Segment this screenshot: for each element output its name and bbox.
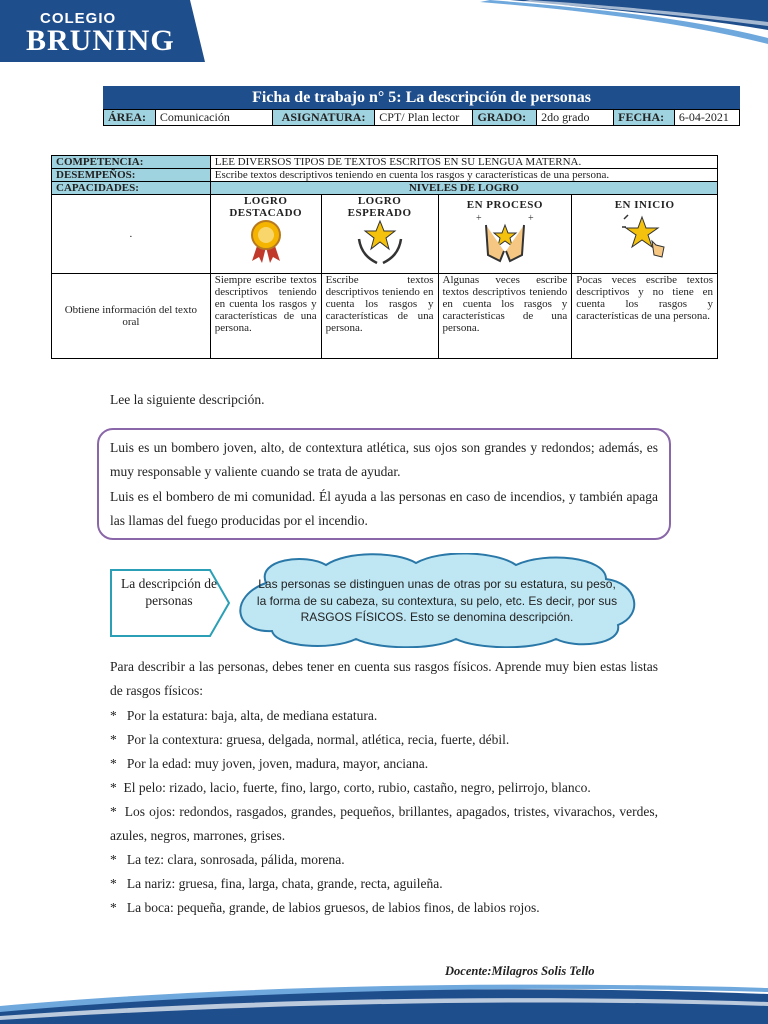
- footer-wave-decoration: [0, 980, 768, 1024]
- level-inicio-text: Pocas veces escribe textos descriptivos y no tiene en cuenta los rasgos y características de una persona.: [572, 274, 718, 359]
- area-value: Comunicación: [155, 110, 272, 126]
- bullet-mark: *: [110, 900, 117, 915]
- pointer-star-icon: [620, 211, 670, 261]
- area-label: ÁREA:: [104, 110, 156, 126]
- desempenos-label: DESEMPEÑOS:: [52, 169, 211, 182]
- asignatura-value: CPT/ Plan lector: [375, 110, 473, 126]
- competencia-value: LEE DIVERSOS TIPOS DE TEXTOS ESCRITOS EN SU LENGUA MATERNA.: [210, 156, 717, 169]
- level-proceso-text: Algunas veces escribe textos descriptivos teniendo en cuenta los rasgos y características de una persona.: [438, 274, 572, 359]
- trait-text: La tez: clara, sonrosada, pálida, morena.: [126, 852, 345, 867]
- niveles-label: NIVELES DE LOGRO: [210, 182, 717, 195]
- trait-text: La nariz: gruesa, fina, larga, chata, grande, recta, aguileña.: [126, 876, 443, 891]
- bullet-mark: *: [110, 852, 117, 867]
- header-wave-decoration: [470, 0, 768, 45]
- logo-text-main: BRUNING: [26, 24, 175, 57]
- trait-text: La boca: pequeña, grande, de labios gruesos, de labios finos, de labios rojos.: [126, 900, 540, 915]
- svg-text:+: +: [527, 213, 534, 224]
- level-destacado-text: Siempre escribe textos descriptivos teniendo en cuenta los rasgos y características de una persona.: [210, 274, 321, 359]
- instructions-text: Para describir a las personas, debes tener en cuenta sus rasgos físicos. Aprende muy bien estas listas de rasgos físicos:: [110, 659, 658, 698]
- hands-stars-icon: [470, 211, 540, 263]
- trait-item: [110, 872, 658, 896]
- asignatura-label: ASIGNATURA:: [272, 110, 374, 126]
- trait-text: Por la estatura: baja, alta, de mediana estatura.: [126, 708, 378, 723]
- trait-item: [110, 848, 658, 872]
- grado-label: GRADO:: [473, 110, 537, 126]
- capacidad-text: Obtiene información del texto oral: [52, 274, 211, 359]
- level-esperado: [321, 195, 438, 274]
- traits-list: [110, 704, 658, 920]
- level-esperado-text: Escribe textos descriptivos teniendo en cuenta los rasgos y características de una persona.: [321, 274, 438, 359]
- worksheet-title: Ficha de trabajo n° 5: La descripción de personas: [103, 86, 740, 109]
- intro-text: Lee la siguiente descripción.: [110, 392, 265, 407]
- competencia-label: COMPETENCIA:: [52, 156, 211, 169]
- level-title: LOGRO ESPERADO: [347, 195, 412, 219]
- trait-text: Por la contextura: gruesa, delgada, normal, atlética, recia, fuerte, débil.: [126, 732, 510, 747]
- info-table: [103, 109, 740, 126]
- competencia-table: [51, 155, 718, 359]
- level-title: LOGRO DESTACADO: [229, 195, 303, 219]
- trait-text: Por la edad: muy joven, joven, madura, mayor, anciana.: [126, 756, 429, 771]
- bullet-mark: *: [110, 804, 117, 819]
- level-destacado: [210, 195, 321, 274]
- bullet-mark: *: [110, 780, 117, 795]
- level-inicio: [572, 195, 718, 274]
- concept-label: La descripción de personas: [121, 576, 217, 608]
- desempenos-value: Escribe textos descriptivos teniendo en cuenta los rasgos y características de una persona.: [210, 169, 717, 182]
- bullet-mark: *: [110, 708, 117, 723]
- bullet-mark: *: [110, 876, 117, 891]
- trait-item: [110, 800, 658, 848]
- definition-text: Las personas se distinguen unas de otras por su estatura, su peso, la forma de su cabeza, su contextura, su pelo, etc. Es decir, por sus RASGOS FÍSICOS. Esto se denomina descripción.: [256, 577, 618, 624]
- trait-item: [110, 776, 658, 800]
- trait-text: Los ojos: redondos, rasgados, grandes, pequeños, brillantes, apagados, tristes, vivarachos, verdes, azules, negros, marrones, grises.: [110, 804, 658, 843]
- bullet-mark: *: [110, 756, 117, 771]
- svg-text:+: +: [475, 213, 482, 224]
- capacidades-label: CAPACIDADES:: [52, 182, 211, 195]
- description-paragraph-2: Luis es el bombero de mi comunidad. Él ayuda a las personas en caso de incendios, y también apaga las llamas del fuego producidas por el incendio.: [110, 489, 658, 528]
- level-title: EN PROCESO: [466, 199, 543, 211]
- teacher-name: Docente:Milagros Solis Tello: [445, 964, 595, 978]
- empty-cell: .: [52, 195, 211, 274]
- trait-text: El pelo: rizado, lacio, fuerte, fino, largo, corto, rubio, castaño, negro, pelirrojo, blanco.: [123, 780, 591, 795]
- trait-item: [110, 728, 658, 752]
- level-title: EN INICIO: [614, 199, 675, 211]
- fecha-value: 6-04-2021: [674, 110, 739, 126]
- fecha-label: FECHA:: [614, 110, 675, 126]
- description-paragraph-1: Luis es un bombero joven, alto, de contextura atlética, sus ojos son grandes y redondos; además, es muy responsable y valiente cuando se trata de ayudar.: [110, 440, 658, 479]
- medal-icon: [246, 219, 286, 263]
- level-proceso: [438, 195, 572, 274]
- trait-item: [110, 752, 658, 776]
- hands-star-icon: [355, 219, 405, 265]
- grado-value: 2do grado: [537, 110, 614, 126]
- trait-item: [110, 896, 658, 920]
- bullet-mark: *: [110, 732, 117, 747]
- trait-item: [110, 704, 658, 728]
- logo-text-top: COLEGIO: [40, 10, 117, 27]
